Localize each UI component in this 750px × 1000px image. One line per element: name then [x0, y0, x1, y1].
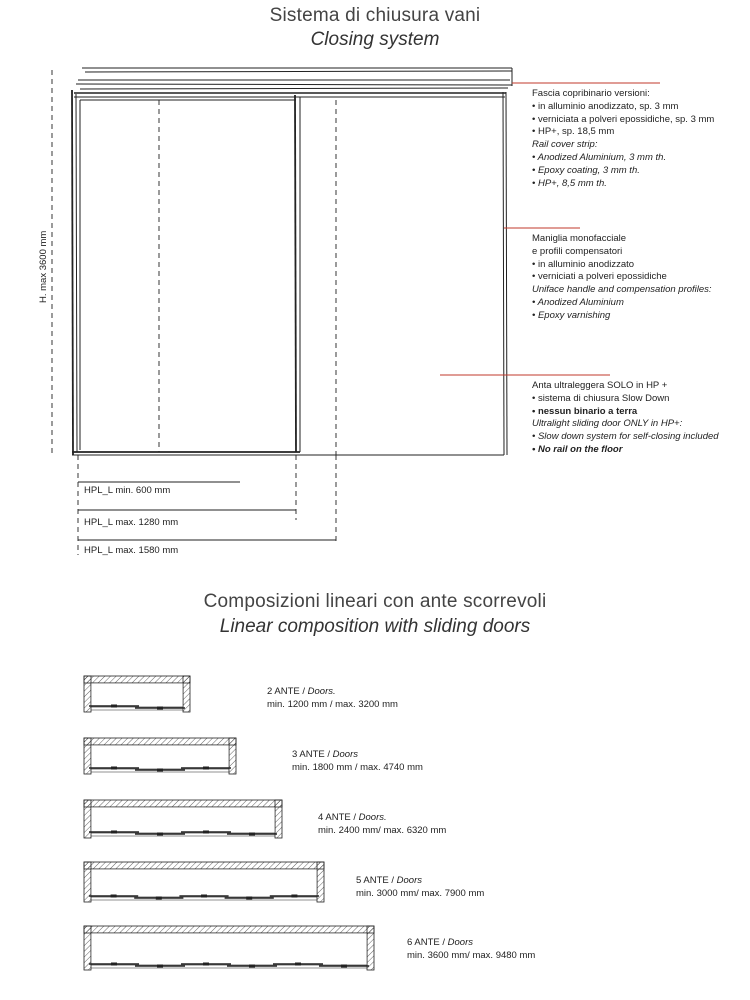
- composition-doors: Doors.: [358, 812, 387, 823]
- handle-line-en: Uniface handle and compensation profiles:: [532, 284, 712, 296]
- door-handle-6-3: [203, 963, 209, 966]
- rail-cover-line: Fascia copribinario versioni:: [532, 88, 650, 99]
- dim-max1-label: HPL_L max. 1280 mm: [84, 517, 179, 528]
- door-handle-3-3: [203, 767, 209, 770]
- door-line-bold: • nessun binario a terra: [532, 405, 638, 417]
- door-handle-2-2: [157, 707, 163, 710]
- height-label: H. max 3600 mm: [38, 230, 49, 303]
- composition-label-5: [356, 874, 484, 900]
- composition-doors: Doors.: [307, 686, 336, 697]
- door-handle-4-3: [203, 831, 209, 834]
- composition-ante: 4 ANTE /: [318, 812, 359, 823]
- door-line-en-bold: • No rail on the floor: [532, 443, 623, 455]
- rail-cover-line: • in alluminio anodizzato, sp. 3 mm: [532, 100, 679, 112]
- rail-cover-line-en: • Anodized Aluminium, 3 mm th.: [532, 151, 667, 163]
- room-3: [91, 745, 229, 769]
- wall-right-4: [275, 800, 282, 838]
- section1-title-en: Closing system: [310, 29, 440, 50]
- handle-line-en: • Epoxy varnishing: [532, 309, 611, 321]
- composition-label-3: [292, 748, 423, 774]
- door-line: Anta ultraleggera SOLO in HP +: [532, 380, 668, 391]
- wall-top-5: [84, 862, 324, 869]
- wall-top-4: [84, 800, 282, 807]
- composition-ante: 2 ANTE /: [267, 686, 308, 697]
- door-handle-5-1: [111, 895, 117, 898]
- dim-max2-label: HPL_L max. 1580 mm: [84, 545, 179, 556]
- door-handle-6-5: [295, 963, 301, 966]
- room-6: [91, 933, 367, 965]
- wall-top-6: [84, 926, 374, 933]
- room-2: [91, 683, 183, 707]
- composition-doors: Doors: [396, 875, 422, 886]
- handle-line: Maniglia monofacciale: [532, 233, 626, 244]
- composition-range: min. 3600 mm/ max. 9480 mm: [407, 950, 536, 961]
- rail-cover-line: • verniciata a polveri epossidiche, sp. 3 mm: [532, 113, 715, 125]
- door-handle-6-1: [111, 963, 117, 966]
- door-handle-6-2: [157, 965, 163, 968]
- door-handle-5-3: [201, 895, 207, 898]
- door-handle-4-1: [111, 831, 117, 834]
- wall-right-6: [367, 926, 374, 970]
- rail-cover-line-en: • HP+, 8,5 mm th.: [532, 177, 607, 189]
- composition-range: min. 3000 mm/ max. 7900 mm: [356, 888, 485, 899]
- door-handle-3-2: [157, 769, 163, 772]
- composition-label-4: [318, 811, 446, 837]
- door-handle-4-2: [157, 833, 163, 836]
- section1-title-it: Sistema di chiusura vani: [269, 5, 481, 26]
- rail-cover-line-en: Rail cover strip:: [532, 139, 598, 151]
- door-line-en: Ultralight sliding door ONLY in HP+:: [532, 418, 683, 430]
- composition-ante: 6 ANTE /: [407, 937, 448, 948]
- handle-line: • verniciati a polveri epossidiche: [532, 271, 667, 283]
- composition-label-6: [407, 936, 535, 962]
- handle-line: • in alluminio anodizzato: [532, 258, 635, 270]
- door-line: • sistema di chiusura Slow Down: [532, 392, 670, 404]
- door-handle-5-2: [156, 897, 162, 900]
- door-handle-3-1: [111, 767, 117, 770]
- door-handle-4-4: [249, 833, 255, 836]
- handle-line: e profili compensatori: [532, 245, 623, 257]
- section2-title-en: Linear composition with sliding doors: [219, 616, 531, 637]
- door-line-en: • Slow down system for self-closing included: [532, 431, 719, 443]
- door-handle-5-4: [246, 897, 252, 900]
- wall-top-2: [84, 676, 190, 683]
- rail-cover-line-en: • Epoxy coating, 3 mm th.: [532, 164, 640, 176]
- composition-range: min. 1200 mm / max. 3200 mm: [267, 699, 398, 710]
- door-handle-6-6: [341, 965, 347, 968]
- wall-right-2: [183, 676, 190, 712]
- composition-range: min. 2400 mm/ max. 6320 mm: [318, 825, 447, 836]
- rail-cover-line: • HP+, sp. 18,5 mm: [532, 126, 615, 138]
- door-handle-5-5: [291, 895, 297, 898]
- door-handle-6-4: [249, 965, 255, 968]
- room-4: [91, 807, 275, 833]
- composition-label-2: [267, 685, 398, 711]
- room-5: [91, 869, 317, 897]
- section2-title-it: Composizioni lineari con ante scorrevoli: [203, 591, 547, 612]
- dim-min-label: HPL_L min. 600 mm: [84, 485, 171, 496]
- composition-doors: Doors: [332, 749, 358, 760]
- composition-ante: 3 ANTE /: [292, 749, 333, 760]
- composition-doors: Doors: [447, 937, 473, 948]
- composition-range: min. 1800 mm / max. 4740 mm: [292, 762, 423, 773]
- wall-top-3: [84, 738, 236, 745]
- composition-ante: 5 ANTE /: [356, 875, 397, 886]
- handle-line-en: • Anodized Aluminium: [532, 296, 624, 308]
- door-handle-2-1: [111, 705, 117, 708]
